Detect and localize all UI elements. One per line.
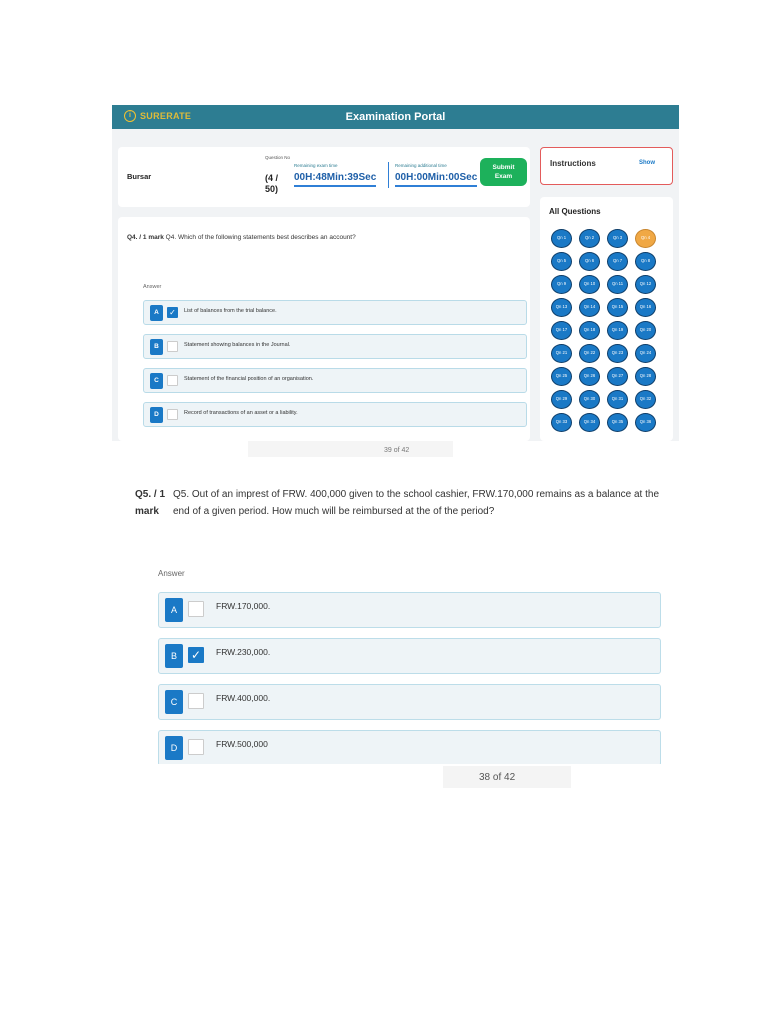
question-nav-button-17[interactable]: Qn 17: [551, 321, 572, 340]
question-nav-button-24[interactable]: Qn 24: [635, 344, 656, 363]
answer-option-b[interactable]: [158, 638, 661, 674]
question-nav-button-4[interactable]: Qn 4: [635, 229, 656, 248]
option-letter: C: [150, 373, 163, 389]
question-nav-button-22[interactable]: Qn 22: [579, 344, 600, 363]
question-nav-button-10[interactable]: Qn 10: [579, 275, 600, 294]
remaining-additional-time-label: Remaining additional time: [395, 163, 447, 168]
portal-title: Examination Portal: [345, 111, 446, 123]
question-nav-button-29[interactable]: Qn 29: [551, 390, 572, 409]
exam-portal-screenshot-2: [112, 468, 679, 764]
question-nav-button-34[interactable]: Qn 34: [579, 413, 600, 432]
option-letter: B: [165, 644, 183, 668]
option-letter: A: [150, 305, 163, 321]
question-nav-button-13[interactable]: Qn 13: [551, 298, 572, 317]
page-indicator-2: [443, 766, 571, 788]
page-indicator-text: 39 of 42: [384, 447, 410, 454]
question-nav-button-15[interactable]: Qn 15: [607, 298, 628, 317]
option-text: Statement showing balances in the Journal.: [184, 342, 291, 348]
remaining-exam-time-label: Remaining exam time: [294, 163, 338, 168]
page-indicator-1: [248, 441, 453, 457]
option-checkbox[interactable]: [167, 375, 178, 386]
answer-option-c[interactable]: [158, 684, 661, 720]
question-navigator-grid: [551, 229, 656, 432]
question-nav-button-23[interactable]: Qn 23: [607, 344, 628, 363]
top-bar: [112, 105, 679, 129]
remaining-additional-time-value: 00H:00Min:00Sec: [395, 172, 478, 183]
answer-label: Answer: [158, 569, 185, 578]
divider: [294, 185, 376, 187]
option-checkbox[interactable]: ✓: [188, 647, 204, 663]
question-nav-button-1[interactable]: Qn 1: [551, 229, 572, 248]
page-indicator-text: 38 of 42: [479, 772, 516, 783]
question-nav-button-9[interactable]: Qn 9: [551, 275, 572, 294]
instructions-show-link[interactable]: Show: [639, 160, 655, 166]
instructions-title: Instructions: [550, 159, 596, 168]
option-text: Statement of the financial position of an organisation.: [184, 376, 314, 382]
question-nav-button-28[interactable]: Qn 28: [635, 367, 656, 386]
question-nav-button-6[interactable]: Qn 6: [579, 252, 600, 271]
question-nav-button-21[interactable]: Qn 21: [551, 344, 572, 363]
option-letter: A: [165, 598, 183, 622]
question-text-line: [127, 234, 356, 241]
question-nav-button-7[interactable]: Qn 7: [607, 252, 628, 271]
question-text: Q5. Out of an imprest of FRW. 400,000 given to the school cashier, FRW.170,000 remains as a balance at the end of a given period. How much will be reimbursed at the of the period?: [173, 489, 660, 517]
option-text: List of balances from the trial balance.: [184, 308, 277, 314]
question-nav-button-33[interactable]: Qn 33: [551, 413, 572, 432]
remaining-additional-time: [395, 163, 477, 187]
user-role: Bursar: [127, 172, 152, 181]
question-nav-button-26[interactable]: Qn 26: [579, 367, 600, 386]
answer-option-b[interactable]: [143, 334, 527, 359]
option-letter: C: [165, 690, 183, 714]
question-nav-button-25[interactable]: Qn 25: [551, 367, 572, 386]
option-text: FRW.400,000.: [216, 693, 271, 703]
question-nav-button-31[interactable]: Qn 31: [607, 390, 628, 409]
instructions-card: [540, 147, 673, 185]
submit-exam-button[interactable]: [480, 158, 527, 186]
option-checkbox[interactable]: ✓: [167, 307, 178, 318]
question-nav-button-32[interactable]: Qn 32: [635, 390, 656, 409]
answer-label: Answer: [143, 284, 162, 290]
remaining-exam-time-value: 00H:48Min:39Sec: [294, 172, 377, 183]
all-questions-card: [540, 197, 673, 441]
answer-option-d[interactable]: [143, 402, 527, 427]
question-no-label: Question No: [265, 155, 291, 160]
option-text: FRW.500,000: [216, 739, 268, 749]
question-nav-button-5[interactable]: Qn 5: [551, 252, 572, 271]
option-checkbox[interactable]: [167, 409, 178, 420]
question-nav-button-36[interactable]: Qn 36: [635, 413, 656, 432]
option-checkbox[interactable]: [188, 601, 204, 617]
question-nav-button-27[interactable]: Qn 27: [607, 367, 628, 386]
question-nav-button-12[interactable]: Qn 12: [635, 275, 656, 294]
question-nav-button-20[interactable]: Qn 20: [635, 321, 656, 340]
question-nav-button-3[interactable]: Qn 3: [607, 229, 628, 248]
option-checkbox[interactable]: [188, 739, 204, 755]
remaining-exam-time: [294, 163, 376, 187]
option-text: FRW.170,000.: [216, 601, 271, 611]
all-questions-title: All Questions: [549, 207, 601, 216]
answer-option-a[interactable]: [158, 592, 661, 628]
answer-option-a[interactable]: [143, 300, 527, 325]
divider: [395, 185, 477, 187]
answer-option-c[interactable]: [143, 368, 527, 393]
submit-exam-label: Submit Exam: [492, 164, 515, 180]
question-nav-button-11[interactable]: Qn 11: [607, 275, 628, 294]
logo-text: SURERATE: [140, 111, 192, 121]
question-nav-button-8[interactable]: Qn 8: [635, 252, 656, 271]
option-letter: B: [150, 339, 163, 355]
option-text: FRW.230,000.: [216, 647, 271, 657]
divider: [388, 162, 389, 188]
exam-portal-screenshot-1: [112, 105, 679, 441]
question-nav-button-18[interactable]: Qn 18: [579, 321, 600, 340]
answer-option-d[interactable]: [158, 730, 661, 764]
question-nav-button-30[interactable]: Qn 30: [579, 390, 600, 409]
question-card: [118, 217, 530, 441]
option-letter: D: [165, 736, 183, 760]
exam-header-card: [118, 147, 530, 207]
option-checkbox[interactable]: [188, 693, 204, 709]
question-nav-button-19[interactable]: Qn 19: [607, 321, 628, 340]
question-number: Q5. / 1 mark: [135, 489, 166, 517]
question-nav-button-16[interactable]: Qn 16: [635, 298, 656, 317]
option-checkbox[interactable]: [167, 341, 178, 352]
question-nav-button-2[interactable]: Qn 2: [579, 229, 600, 248]
question-number: Q4. / 1 mark: [127, 234, 164, 241]
logo-icon: i: [124, 110, 136, 122]
option-letter: D: [150, 407, 163, 423]
option-text: Record of transactions of an asset or a liability.: [184, 410, 298, 416]
question-no-value: (4 / 50): [265, 173, 279, 194]
question-nav-button-35[interactable]: Qn 35: [607, 413, 628, 432]
question-text: Q4. Which of the following statements best describes an account?: [165, 234, 356, 241]
question-nav-button-14[interactable]: Qn 14: [579, 298, 600, 317]
